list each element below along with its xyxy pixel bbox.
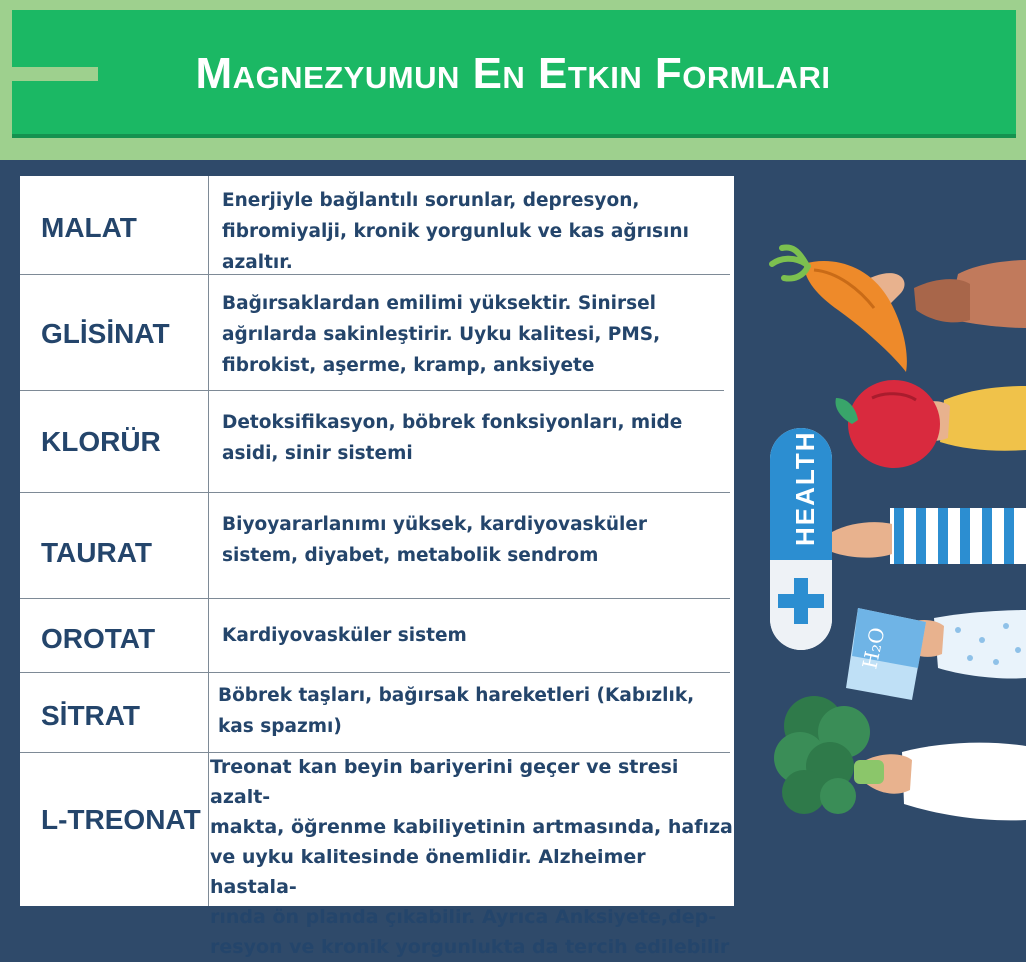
form-description (218, 680, 728, 742)
carrot-hand-icon (772, 248, 1026, 372)
table-row-glisinat (20, 274, 734, 390)
desc-line: Enerjiyle bağlantılı sorunlar, depresyon, (222, 190, 640, 211)
form-name: L-TREONAT (41, 804, 201, 835)
form-name: TAURAT (41, 537, 152, 568)
form-description (210, 752, 734, 962)
desc-line: makta, öğrenme kabiliyetinin artmasında, hafıza (210, 816, 733, 838)
table-row-l-treonat (20, 752, 734, 958)
form-description (222, 620, 732, 651)
form-name: GLİSİNAT (41, 318, 170, 349)
form-description (222, 288, 732, 381)
health-pill-icon (770, 428, 832, 650)
glass-label: H₂O (857, 625, 890, 672)
desc-line: Treonat kan beyin bariyerini geçer ve stresi azalt- (210, 756, 679, 808)
desc-line: ağrılarda sakinleştirir. Uyku kalitesi, PMS, (222, 324, 661, 345)
apple-hand-icon (836, 380, 1026, 468)
desc-line: Biyoyararlanımı yüksek, kardiyovasküler (222, 514, 648, 535)
desc-line: fibrokist, aşerme, kramp, anksiyete (222, 355, 595, 376)
page-title: Magnezyumun En Etkin Formları (195, 49, 831, 98)
desc-line: sistem, diyabet, metabolik sendrom (222, 545, 599, 566)
desc-line: rında ön planda çıkabilir. Ayrıca Anksiyete,dep- (210, 906, 717, 928)
pill-label: HEALTH (790, 430, 820, 546)
form-name: KLORÜR (41, 426, 161, 457)
form-name: OROTAT (41, 623, 156, 654)
form-description (222, 185, 732, 278)
desc-line: Böbrek taşları, bağırsak hareketleri (Kabızlık, (218, 685, 695, 706)
desc-line: Bağırsaklardan emilimi yüksektir. Sinirsel (222, 293, 657, 314)
magnesium-forms-table (20, 176, 734, 958)
striped-sleeve-hand-icon (832, 508, 1026, 564)
table-row-taurat (20, 492, 734, 598)
form-name: MALAT (41, 212, 137, 243)
form-name: SİTRAT (41, 700, 141, 731)
desc-line: asidi, sinir sistemi (222, 443, 413, 464)
form-description (222, 509, 732, 571)
desc-line: azaltır. (222, 252, 293, 273)
healthy-hands-illustration (734, 160, 1026, 911)
desc-line: Kardiyovasküler sistem (222, 625, 467, 646)
table-row-sitrat (20, 672, 734, 752)
table-row-orotat (20, 598, 734, 672)
water-glass-hand-icon (846, 608, 1026, 700)
table-row-klorur (20, 390, 734, 492)
desc-line: kas spazmı) (218, 716, 342, 737)
table-row-malat (20, 176, 734, 274)
desc-line: Detoksifikasyon, böbrek fonksiyonları, mide (222, 412, 683, 433)
broccoli-hand-icon (774, 696, 1026, 820)
desc-line: ve uyku kalitesinde önemlidir. Alzheimer hastala- (210, 846, 646, 898)
desc-line: fibromiyalji, kronik yorgunluk ve kas ağrısını (222, 221, 689, 242)
desc-line: resyon ve kronik yorgunlukta da tercih edilebilir (210, 936, 730, 958)
form-description (222, 407, 732, 469)
